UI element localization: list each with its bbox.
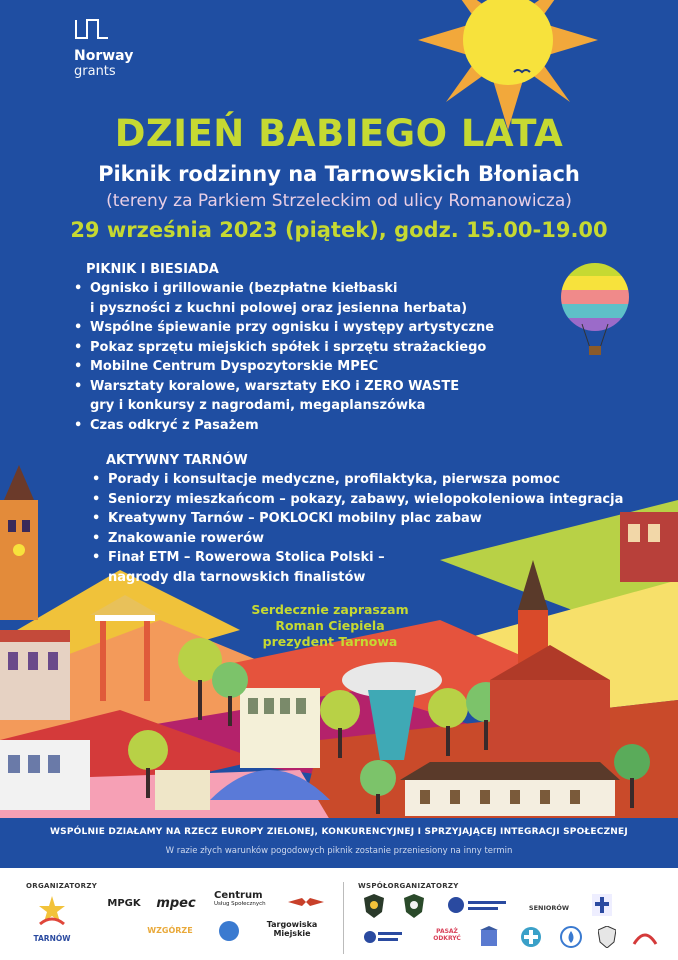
medical-logo-icon [520,926,542,948]
bottom-band [0,818,678,868]
list-item [90,490,650,510]
list-item [72,338,552,358]
item-text-cont: gry i konkursy z nagrodami, megaplanszówka [90,398,426,413]
sponsor-footer [0,868,678,960]
brand-name: Norway [74,48,134,64]
divider [343,882,344,954]
red-logo-icon [632,926,658,948]
mpec-logo: mpec [156,896,196,911]
invite-line-3: prezydent Tarnowa [262,634,398,649]
guard-badge-icon [404,894,424,918]
item-text: Seniorzy mieszkańcom – pokazy, zabawy, wielopokoleniowa integracja [108,491,624,507]
picnic-list [72,279,552,435]
winged-emblem-icon [288,894,324,910]
targowiska-logo: Targowiska Miejskie [266,920,318,938]
item-text-cont: i pyszności z kuchni polowej oraz jesienna herbata) [90,300,468,316]
location: (tereny za Parkiem Strzeleckim od ulicy Romanowicza) [106,191,572,211]
active-list [90,470,650,587]
list-item [90,548,650,587]
item-text: Wspólne śpiewanie przy ognisku i występy artystyczne [90,320,495,335]
list-item [72,357,552,377]
list-item [90,529,650,549]
centrum-logo [214,890,276,907]
list-item [90,470,650,490]
pasaz-logo: PASAŻ ODKRYĆ [433,928,461,942]
subtitle: Piknik rodzinny na Tarnowskich Błoniach [98,162,580,186]
item-text: Finał ETM – Rowerowa Stolica Polski – [108,550,385,565]
building-logo-icon [480,926,498,946]
invitation [240,602,420,650]
item-text: Znakowanie rowerów [108,530,265,546]
cluster-logo-icon [364,928,404,946]
list-item [72,416,552,436]
police-badge-icon [364,894,384,918]
page-title: DZIEŃ BABIEGO LATA [114,112,564,155]
invite-line-2: Roman Ciepiela [275,618,385,633]
hot-air-balloon-icon [560,262,630,362]
zdik-logo-icon [218,920,240,942]
item-text: Mobilne Centrum Dyspozytorskie MPEC [90,359,379,374]
list-item [72,279,552,318]
coorganizers-label: WSPÓŁORGANIZATORZY [358,882,459,890]
health-logo-icon [592,894,612,916]
water-logo-icon [560,926,582,948]
sun-illustration [418,0,598,130]
event-date: 29 września 2023 (piątek), godz. 15.00-19.00 [70,218,608,242]
norway-logo-mark-icon [74,16,108,42]
item-text: Czas odkryć z Pasażem [90,417,259,433]
item-text: Porady i konsultacje medyczne, profilaktyka, pierwsza pomoc [108,472,561,487]
item-text: Kreatywny Tarnów – POKLOCKI mobilny plac zabaw [108,511,482,526]
item-text: Pokaz sprzętu miejskich spółek i sprzętu strażackiego [90,339,487,355]
section-heading-picnic: PIKNIK I BIESIADA [86,262,219,277]
list-item [90,509,650,529]
item-text: Ognisko i grillowanie (bezpłatne kiełbaski [90,281,398,296]
tarnow-label: TARNÓW [33,934,71,943]
mpgk-logo: MPGK [107,898,141,909]
shield-logo-icon [598,926,616,948]
norway-grants-logo [74,16,133,79]
tarnow-logo-icon [34,894,70,930]
section-heading-active: AKTYWNY TARNÓW [106,453,248,468]
organizers-label: ORGANIZATORZY [26,882,98,890]
brand-sub: grants [74,64,116,79]
seniorow-logo: SENIORÓW [528,904,570,912]
centrum-name: Centrum [214,890,263,901]
centrum-sub: Usług Społecznych [214,901,266,907]
item-text-cont: nagrody dla tarnowskich finalistów [108,569,366,585]
list-item [72,377,552,416]
weather-note: W razie złych warunków pogodowych piknik zostanie przeniesiony na inny termin [165,846,513,856]
item-text: Warsztaty koralowe, warsztaty EKO i ZERO WASTE [90,378,460,394]
slogan: WSPÓLNIE DZIAŁAMY NA RZECZ EUROPY ZIELONEJ, KONKURENCYJNEJ I SPRZYJAJĄCEJ INTEGRACJI SPOŁECZNEJ [50,827,628,837]
invite-line-1: Serdecznie zapraszam [251,602,409,617]
list-item [72,318,552,338]
school-logo-icon [448,896,508,914]
wzgorze-logo: WZGÓRZE [147,926,193,935]
